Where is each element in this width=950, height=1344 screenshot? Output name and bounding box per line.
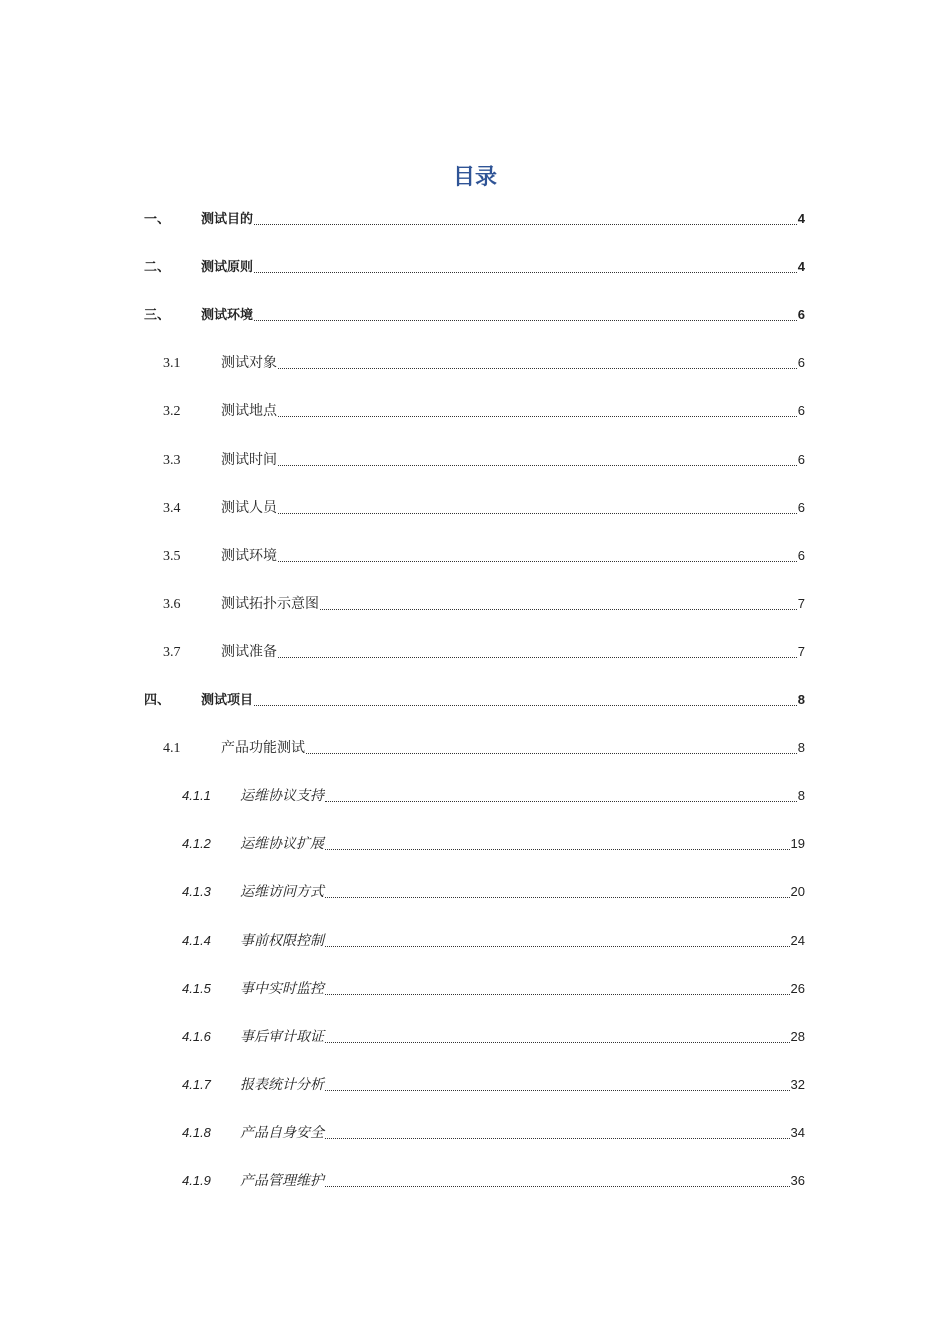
toc-dot-leader (278, 416, 797, 417)
toc-entry-page-number: 8 (797, 740, 805, 756)
toc-entry-number: 4.1.9 (182, 1173, 211, 1188)
toc-entry-page-number: 4 (797, 211, 805, 226)
toc-dot-leader (325, 1138, 790, 1139)
toc-entry[interactable] (163, 400, 805, 422)
toc-entry-number: 4.1.5 (182, 980, 211, 996)
toc-dot-leader (325, 849, 790, 850)
toc-entry-number: 三、 (144, 308, 171, 324)
toc-entry-page-number: 6 (797, 403, 805, 419)
toc-entry-page-number: 6 (797, 499, 805, 515)
toc-entry-page-number: 36 (790, 1173, 805, 1188)
toc-entry-text: 事后审计取证 (240, 1028, 324, 1045)
toc-entry-number: 4.1.1 (182, 788, 211, 804)
toc-entry-text: 报表统计分析 (240, 1076, 324, 1093)
toc-entry-text: 产品自身安全 (240, 1124, 324, 1141)
toc-entry[interactable] (182, 930, 805, 952)
toc-entry-number: 4.1.8 (182, 1124, 211, 1140)
toc-entry-number: 3.7 (163, 644, 181, 660)
toc-entry-number: 3.1 (163, 356, 181, 372)
toc-entry-page-number: 28 (790, 1028, 805, 1044)
toc-entry[interactable] (182, 785, 805, 807)
toc-dot-leader (278, 465, 797, 466)
toc-entry-text: 测试项目 (201, 693, 254, 708)
toc-entry-number: 一、 (144, 212, 171, 227)
toc-entry-text: 测试时间 (221, 451, 277, 468)
toc-entry[interactable] (163, 641, 805, 663)
toc-entry-number: 3.3 (163, 452, 181, 468)
toc-dot-leader (254, 320, 797, 321)
toc-dot-leader (254, 272, 797, 273)
toc-entry-text: 测试对象 (221, 355, 277, 372)
toc-dot-leader (278, 561, 797, 562)
toc-entry-page-number: 8 (797, 692, 805, 707)
toc-entry-text: 测试目的 (201, 212, 254, 227)
toc-entry[interactable] (163, 449, 805, 471)
toc-entry[interactable] (163, 497, 805, 519)
toc-title: 目录 (452, 165, 497, 190)
toc-dot-leader (278, 513, 797, 514)
toc-dot-leader (254, 705, 797, 706)
toc-dot-leader (325, 946, 790, 947)
toc-entry-page-number: 32 (790, 1076, 805, 1092)
toc-dot-leader (325, 1090, 790, 1091)
toc-entry-text: 测试地点 (221, 403, 277, 420)
toc-dot-leader (278, 657, 797, 658)
toc-dot-leader (325, 897, 790, 898)
toc-entry-number: 4.1 (163, 741, 181, 757)
toc-entry[interactable] (163, 737, 805, 759)
toc-entry-text: 事中实时监控 (240, 980, 324, 997)
toc-entry-text: 测试环境 (201, 308, 254, 324)
toc-dot-leader (254, 224, 797, 225)
toc-entry-number: 3.4 (163, 500, 181, 516)
toc-entry[interactable] (182, 978, 805, 1000)
toc-entry-text: 测试拓扑示意图 (221, 595, 319, 612)
toc-entry[interactable] (144, 208, 805, 230)
toc-entry-text: 测试准备 (221, 643, 277, 660)
toc-dot-leader (278, 368, 797, 369)
toc-entry[interactable] (182, 1122, 805, 1144)
toc-dot-leader (325, 801, 797, 802)
toc-entry-number: 3.6 (163, 596, 181, 612)
toc-entry-text: 产品功能测试 (221, 740, 305, 757)
toc-entry[interactable] (182, 881, 805, 903)
toc-entry-number: 3.5 (163, 548, 181, 564)
toc-entry[interactable] (182, 1074, 805, 1096)
toc-entry-text: 测试环境 (221, 547, 277, 564)
toc-entry[interactable] (144, 304, 805, 326)
toc-entry-page-number: 6 (797, 355, 805, 371)
toc-entry[interactable] (182, 1026, 805, 1048)
toc-entry-page-number: 7 (797, 643, 805, 659)
toc-entry-number: 四、 (144, 693, 171, 708)
toc-dot-leader (320, 609, 797, 610)
toc-entry[interactable] (144, 689, 805, 711)
toc-entry-page-number: 4 (797, 259, 805, 275)
toc-entry-text: 运维协议扩展 (240, 836, 324, 853)
toc-entry-page-number: 6 (797, 307, 805, 323)
toc-entry-number: 4.1.2 (182, 836, 211, 852)
toc-dot-leader (325, 1186, 790, 1187)
toc-dot-leader (306, 753, 797, 754)
toc-entry-number: 4.1.4 (182, 932, 211, 948)
toc-entry-number: 4.1.6 (182, 1028, 211, 1044)
toc-entry-number: 4.1.3 (182, 884, 211, 900)
toc-entry-page-number: 19 (790, 836, 805, 852)
toc-entry-text: 产品管理维护 (240, 1173, 324, 1189)
toc-entry-text: 测试人员 (221, 499, 277, 516)
toc-entry[interactable] (182, 833, 805, 855)
toc-entry-number: 4.1.7 (182, 1076, 211, 1092)
toc-dot-leader (325, 994, 790, 995)
toc-entry[interactable] (163, 352, 805, 374)
toc-entry-page-number: 26 (790, 980, 805, 996)
toc-entry-number: 二、 (144, 260, 171, 276)
toc-entry-page-number: 8 (797, 788, 805, 804)
toc-entry-page-number: 34 (790, 1124, 805, 1140)
toc-entry[interactable] (163, 545, 805, 567)
toc-entry-text: 运维协议支持 (240, 788, 324, 805)
toc-entry-page-number: 7 (797, 595, 805, 611)
toc-entry-page-number: 6 (797, 547, 805, 563)
toc-entry[interactable] (163, 593, 805, 615)
toc-entry-number: 3.2 (163, 404, 181, 420)
toc-entry-text: 运维访问方式 (240, 884, 324, 901)
toc-entry-page-number: 6 (797, 451, 805, 467)
toc-entry-text: 事前权限控制 (240, 932, 324, 949)
toc-entry[interactable] (144, 256, 805, 278)
toc-entry-text: 测试原则 (201, 260, 254, 276)
toc-dot-leader (325, 1042, 790, 1043)
toc-entry-page-number: 24 (790, 932, 805, 948)
toc-entry[interactable] (182, 1170, 805, 1192)
toc-entry-page-number: 20 (790, 884, 805, 900)
